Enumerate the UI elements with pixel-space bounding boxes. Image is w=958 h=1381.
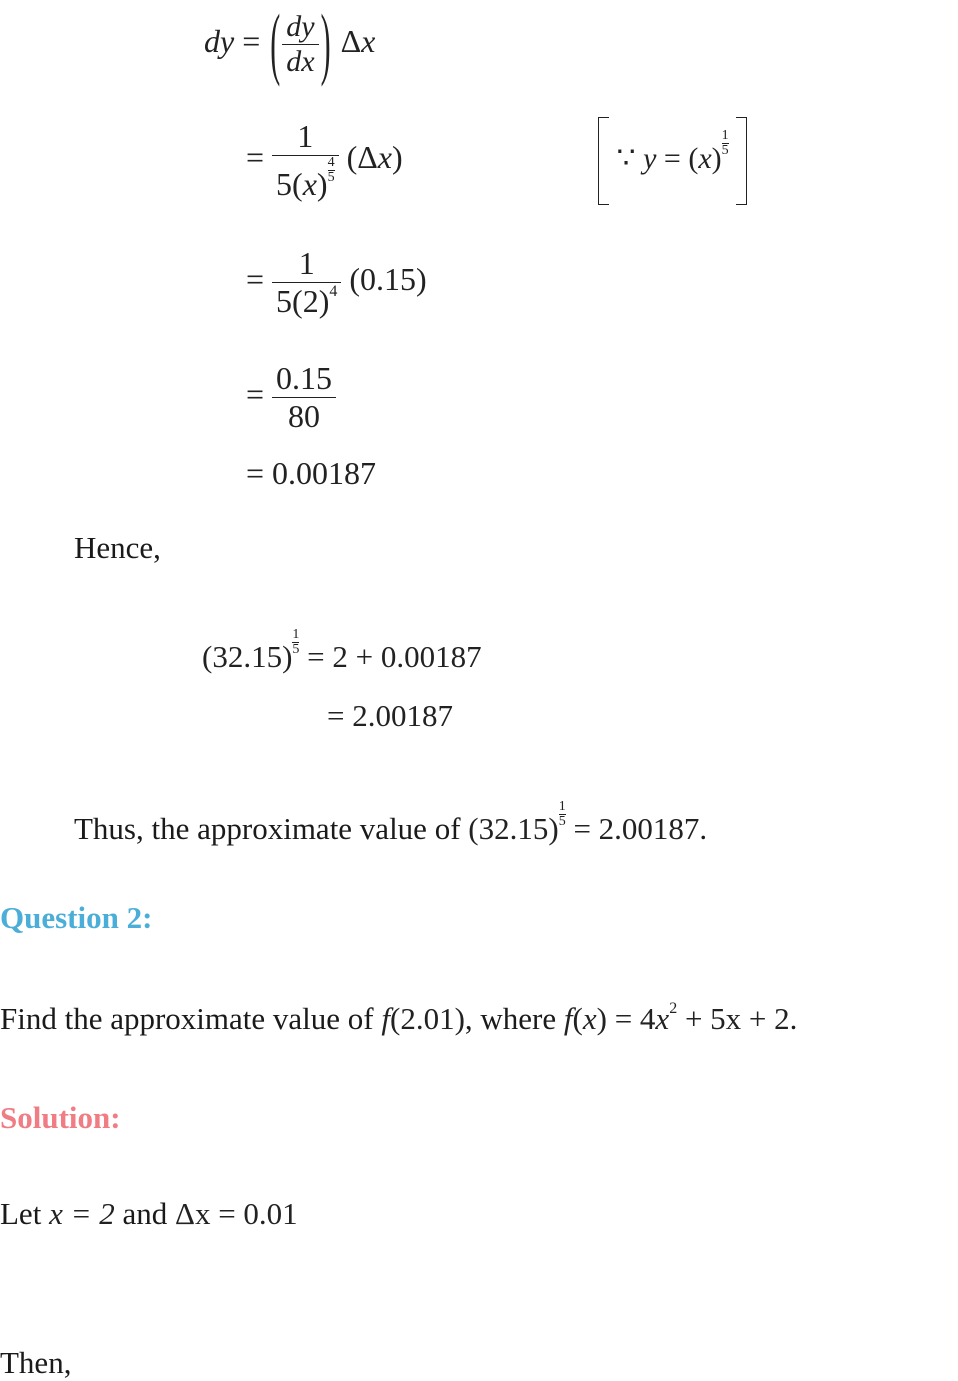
let-word: Let (0, 1196, 42, 1231)
comma-where: , where (464, 1001, 557, 1036)
exponent-fraction: $\frac{1}{5}$ (721, 127, 729, 158)
question-text (0, 1000, 797, 1037)
fraction-numerator: 1 (298, 245, 315, 281)
left-paren: ( (270, 0, 281, 88)
result-rhs-2: = 2.00187 (327, 698, 453, 733)
right-square-bracket (736, 117, 747, 205)
fraction-numerator: 1 (297, 118, 314, 154)
function-definition: $f(x) = 4x^2 + 5x + 2$ (563, 1000, 790, 1036)
let-line (0, 1196, 298, 1232)
fraction-denominator: 5(x) $\frac{4}{5}$ (272, 155, 339, 203)
paren-value: (0.15) (349, 260, 427, 297)
derivation-line-1 (204, 0, 376, 88)
left-square-bracket (598, 117, 609, 205)
conclusion-math: (32.15) $\frac{1}{5}$ = 2.00187 (468, 799, 700, 846)
line4-fraction (272, 360, 336, 435)
f-of-arg: f(2.01) (381, 1001, 465, 1036)
and-word: and (122, 1196, 168, 1231)
derivative-fraction (282, 10, 318, 79)
y-variable: y (643, 141, 657, 175)
fraction-denominator: dx (282, 44, 318, 79)
note-bracket (598, 117, 747, 205)
question-intro: Find the approximate value of (0, 1001, 374, 1036)
paren-delta-x: (Δx) (346, 138, 403, 175)
dy-symbol: dy (204, 22, 235, 59)
hence-label: Hence, (74, 530, 161, 565)
paren-x: (x) (688, 141, 722, 175)
result-rhs-1: = 2 + 0.00187 (307, 639, 482, 674)
line2-fraction (272, 118, 339, 203)
fraction-denominator: 80 (272, 397, 336, 435)
result-line-1 (202, 628, 482, 675)
exponent-fraction: $\frac{1}{5}$ (558, 799, 566, 829)
fraction-numerator: dy (286, 10, 315, 43)
conclusion-text: Thus, the approximate value of (74, 811, 461, 846)
exponent-fraction: $\frac{4}{5}$ (327, 155, 335, 185)
solution-heading: Solution: (0, 1100, 121, 1135)
derivation-line-4 (246, 360, 336, 435)
equals-sign: = (246, 138, 265, 175)
right-paren: ) (320, 0, 331, 88)
result-line-2 (327, 698, 453, 734)
fraction-denominator: $5(2)^4$ (272, 282, 341, 320)
then-label: Then, (0, 1345, 72, 1380)
paren-base: (32.15) (202, 639, 293, 674)
x-assignment: x = 2 (49, 1196, 115, 1231)
line3-fraction (272, 245, 341, 320)
delta-x-assignment: Δx = 0.01 (175, 1196, 298, 1231)
period: . (699, 811, 708, 846)
equals-sign: = (663, 141, 681, 175)
period: . (789, 1001, 798, 1036)
derivation-line-5 (246, 455, 376, 492)
fraction-numerator: 0.15 (276, 360, 333, 396)
equals-sign: = (246, 260, 265, 297)
delta-x: Δx (340, 22, 376, 59)
equals-sign: = (242, 22, 261, 59)
derivation-line-2 (246, 118, 403, 203)
because-symbol: ∵ (616, 141, 636, 175)
equals-sign: = (246, 375, 265, 412)
question-heading: Question 2: (0, 900, 153, 935)
derivation-line-3 (246, 245, 427, 320)
result-value: 0.00187 (272, 455, 377, 491)
equals-sign: = (246, 455, 265, 491)
exponent-fraction: $\frac{1}{5}$ (292, 627, 300, 657)
conclusion-line (74, 800, 707, 847)
